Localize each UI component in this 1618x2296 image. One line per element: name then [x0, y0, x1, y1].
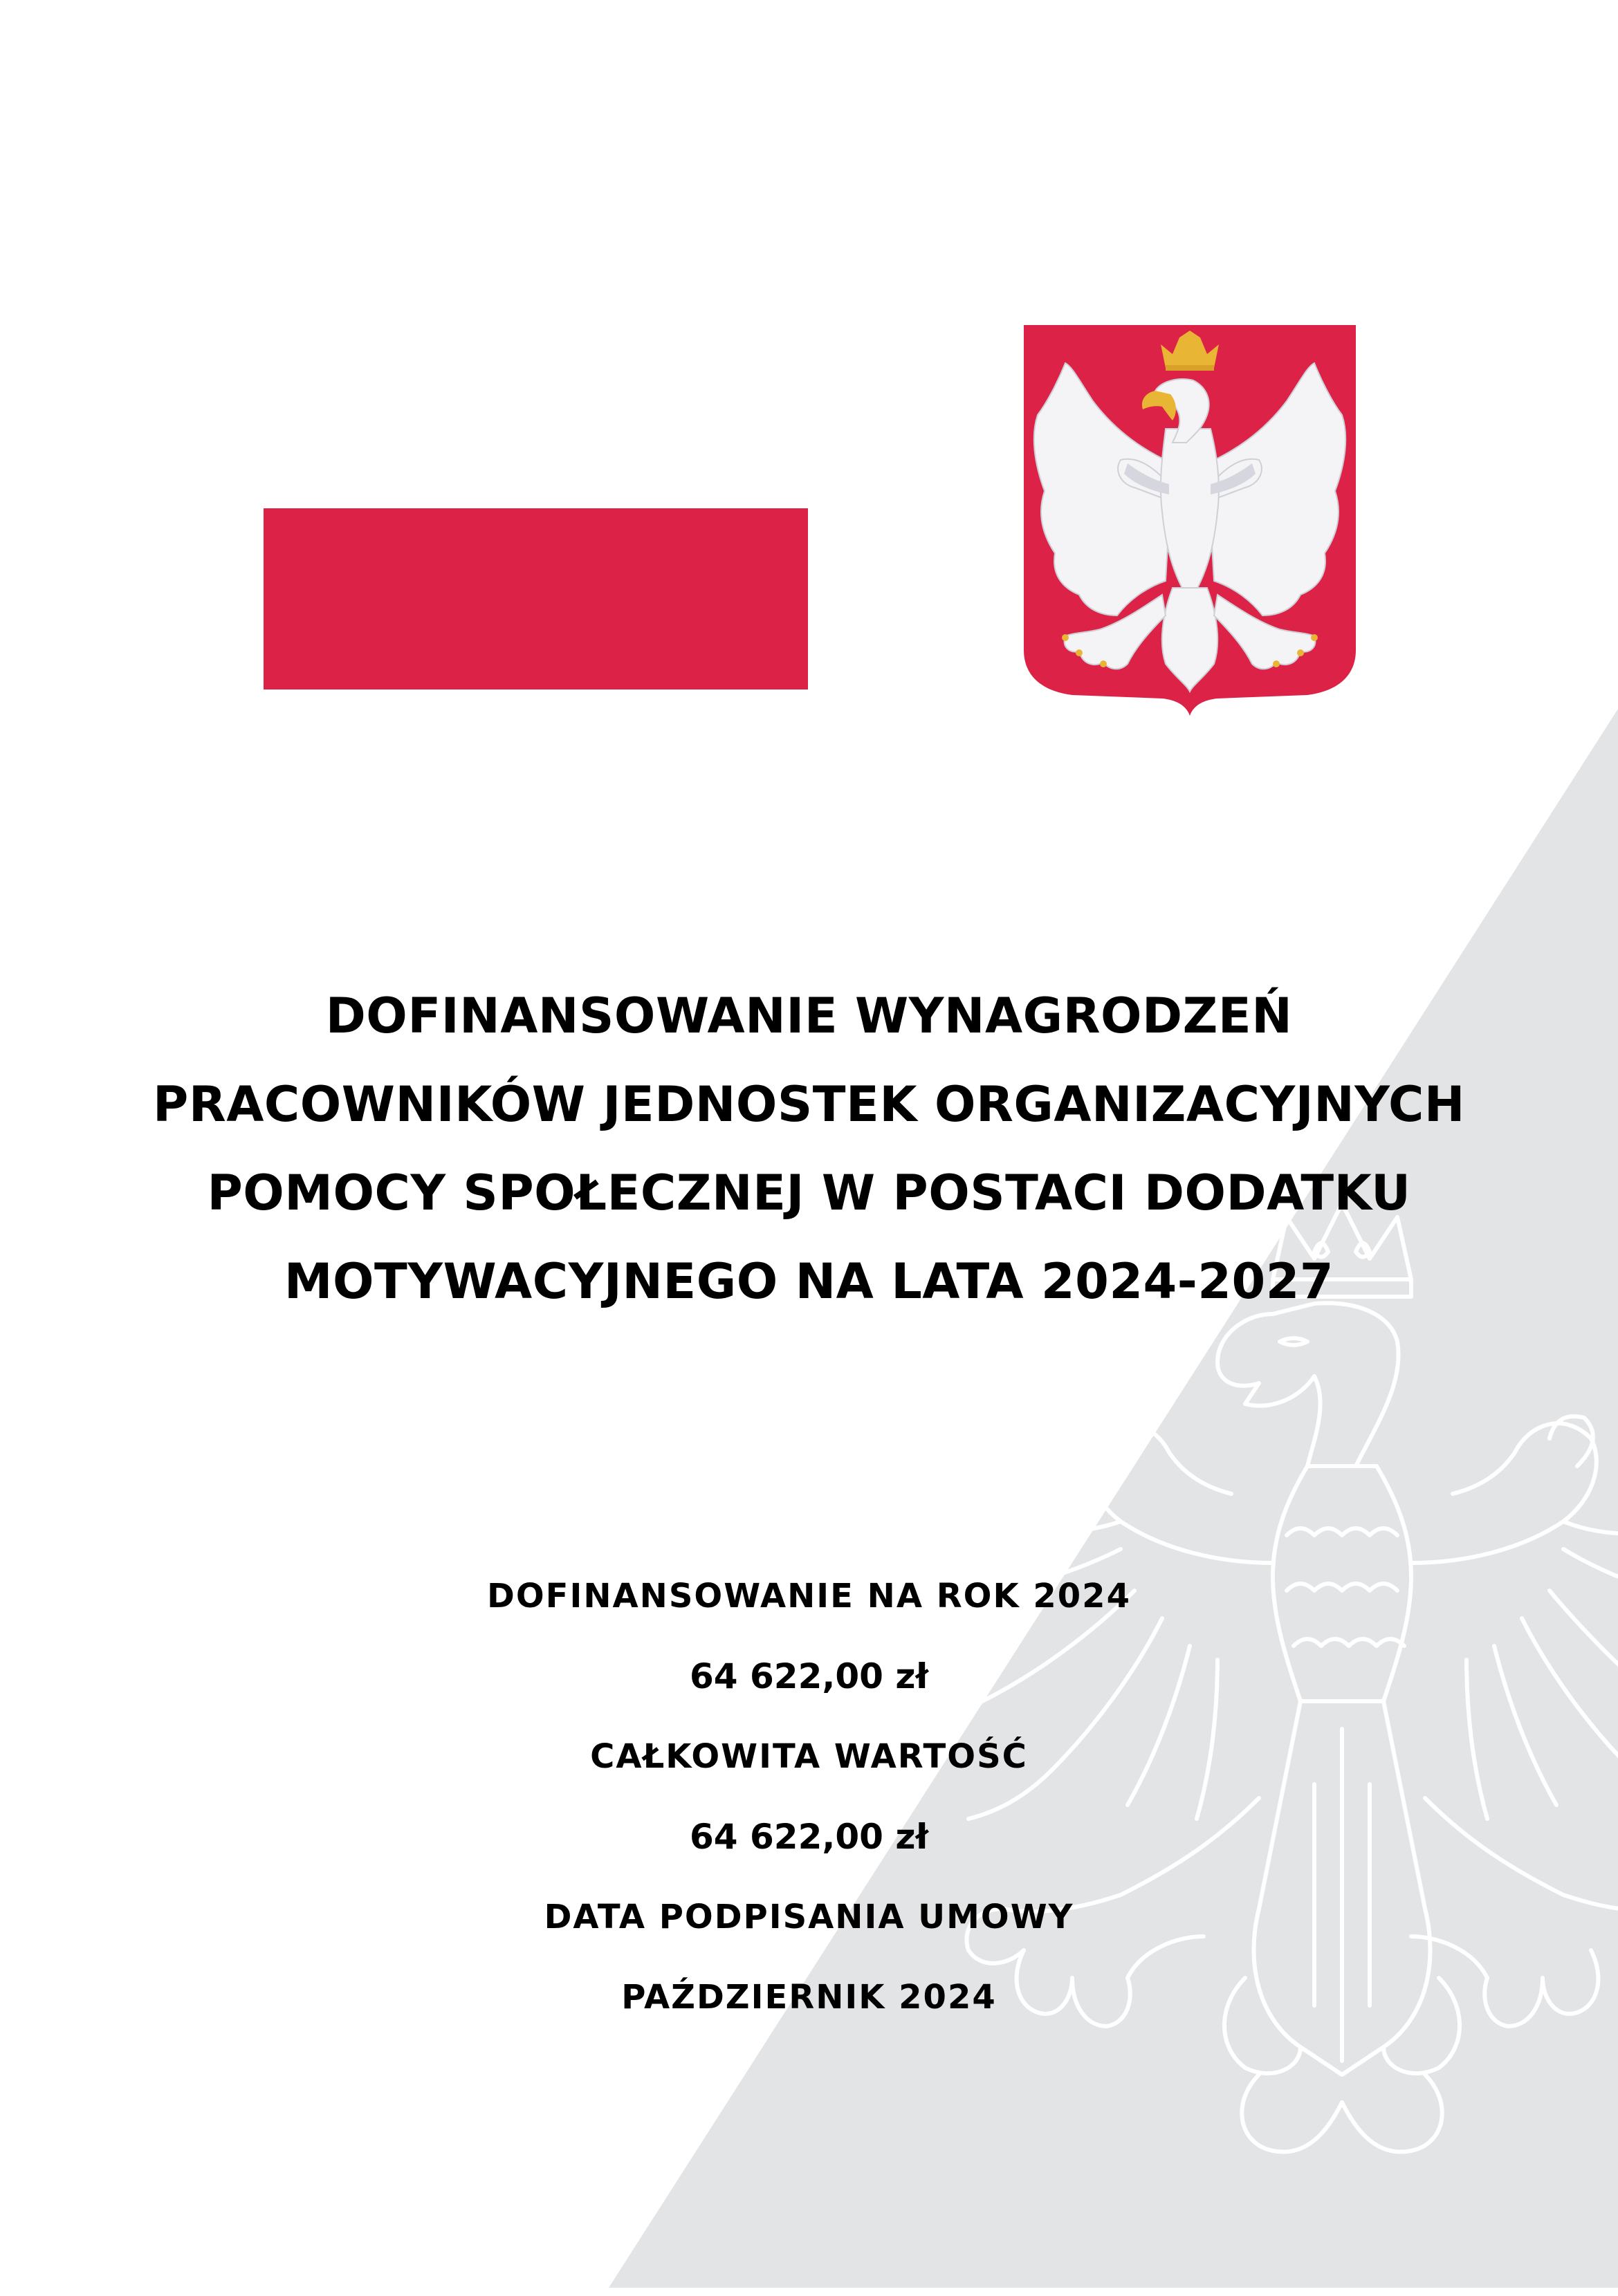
polish-flag-icon: [264, 508, 808, 689]
signing-date-label: DATA PODPISANIA UMOWY: [544, 1898, 1074, 1936]
title-line-4: MOTYWACYJNEGO NA LATA 2024-2027: [284, 1253, 1334, 1310]
polish-coat-of-arms-icon: [1024, 325, 1356, 716]
document-title: [0, 972, 1618, 1326]
total-value-label: CAŁKOWITA WARTOŚĆ: [590, 1737, 1028, 1776]
title-line-3: POMOCY SPOŁECZNEJ W POSTACI DODATKU: [207, 1165, 1411, 1221]
funding-details: [0, 1556, 1618, 2037]
signing-date-value: PAŹDZIERNIK 2024: [621, 1978, 997, 2017]
total-value: 64 622,00 zł: [690, 1817, 928, 1857]
title-line-1: DOFINANSOWANIE WYNAGRODZEŃ: [325, 988, 1293, 1044]
funding-label: DOFINANSOWANIE NA ROK 2024: [487, 1577, 1131, 1615]
title-line-2: PRACOWNIKÓW JEDNOSTEK ORGANIZACYJNYCH: [153, 1076, 1465, 1133]
funding-value: 64 622,00 zł: [690, 1656, 928, 1696]
